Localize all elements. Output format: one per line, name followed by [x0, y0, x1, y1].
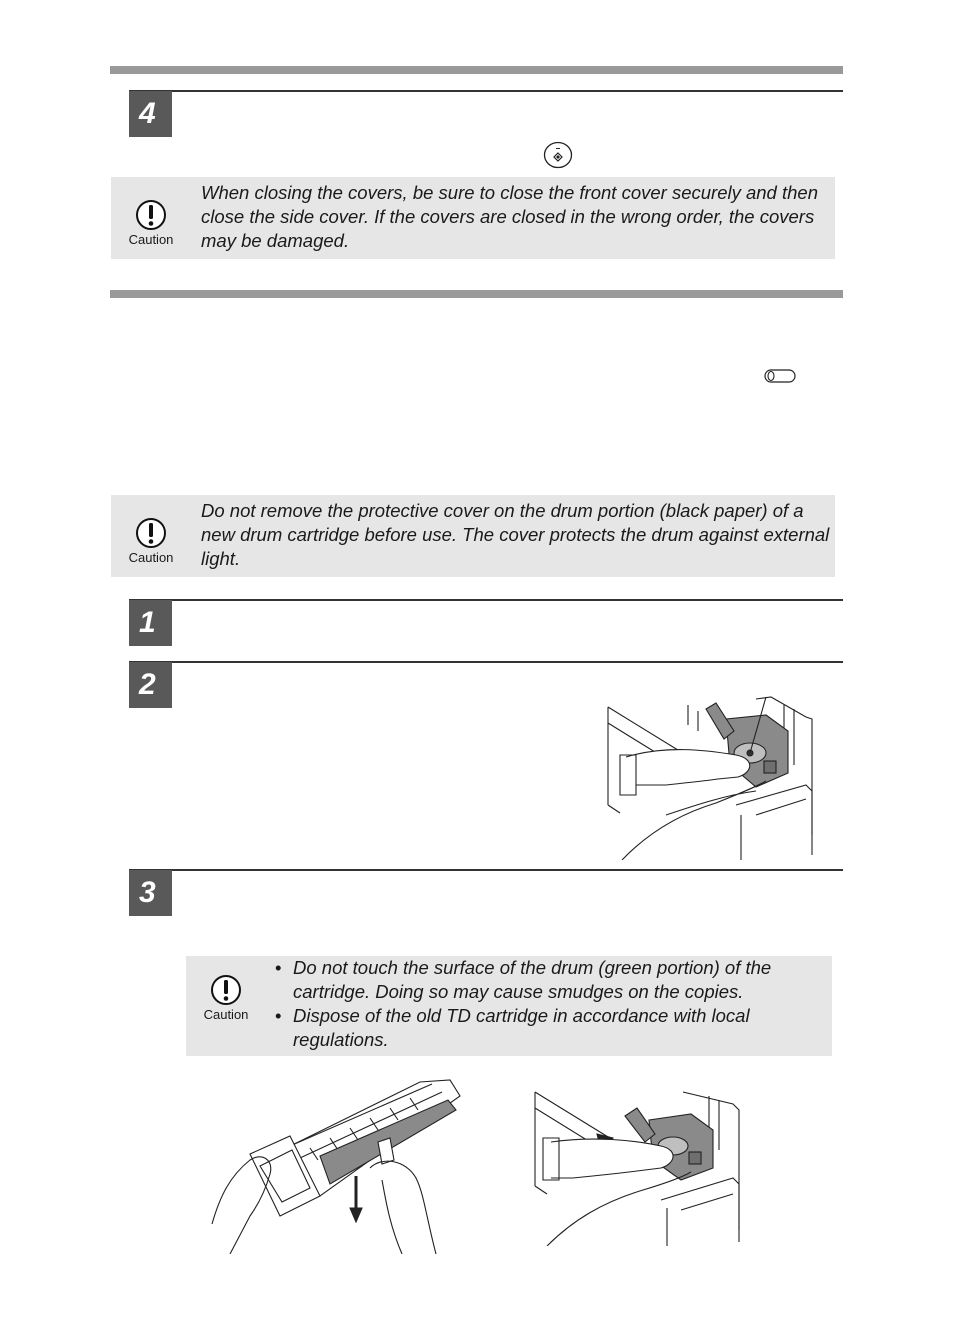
- caution-label: Caution: [128, 550, 174, 565]
- caution-exclamation-icon: [210, 974, 242, 1006]
- drum-cover-removal-illustration: [210, 1076, 466, 1254]
- start-key-icon: [543, 141, 573, 169]
- step-number: 1: [139, 606, 156, 639]
- caution-text: Do not remove the protective cover on the drum portion (black paper) of a new drum cartridge before use. The cover protects the drum against external light.: [201, 500, 830, 569]
- caution-box: [186, 956, 832, 1056]
- step-number: 2: [139, 668, 156, 701]
- step-rule: [129, 599, 843, 601]
- caution-label: Caution: [128, 232, 174, 247]
- caution-exclamation-icon: [135, 517, 167, 549]
- drum-indicator-icon: [764, 369, 796, 383]
- caution-box: [111, 177, 835, 259]
- step-rule: [129, 90, 843, 92]
- drum-cartridge-insertion-illustration: [533, 1090, 743, 1246]
- caution-icon-group: [202, 974, 250, 1022]
- step-number-badge: [129, 870, 172, 916]
- step-number: 3: [139, 876, 156, 909]
- caution-exclamation-icon: [135, 199, 167, 231]
- step-number-badge: [129, 600, 172, 646]
- step-number: 4: [139, 97, 156, 130]
- step-number-badge: [129, 91, 172, 137]
- section-divider-top: [110, 66, 843, 74]
- caution-label: Caution: [203, 1007, 249, 1022]
- caution-text: When closing the covers, be sure to close the front cover securely and then close the side cover. If the covers are closed in the wrong order, the covers may be damaged.: [201, 182, 818, 251]
- caution-list-item: • Do not touch the surface of the drum (green portion) of the cartridge. Doing so may cause smudges on the copies.: [273, 956, 823, 1004]
- caution-icon-group: [127, 517, 175, 565]
- step-number-badge: [129, 662, 172, 708]
- section-divider: [110, 290, 843, 298]
- caution-icon-group: [127, 199, 175, 247]
- caution-list: [273, 956, 823, 1052]
- step-rule: [129, 869, 843, 871]
- drum-cartridge-removal-illustration: [606, 695, 816, 860]
- step-rule: [129, 661, 843, 663]
- caution-box: [111, 495, 835, 577]
- caution-list-item: • Dispose of the old TD cartridge in accordance with local regulations.: [273, 1004, 823, 1052]
